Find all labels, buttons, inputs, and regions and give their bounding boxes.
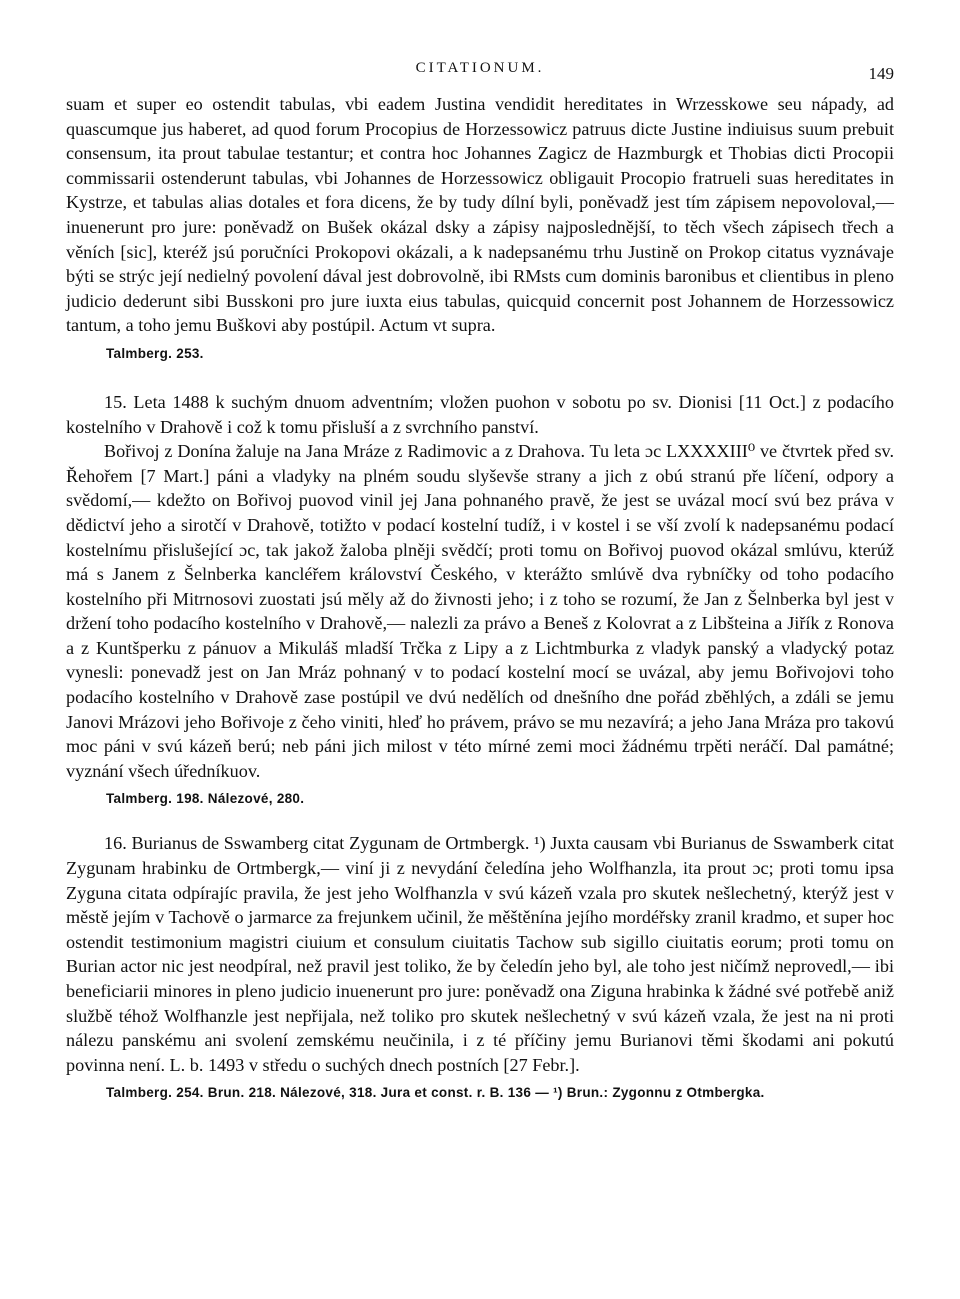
entry-16: 16. Burianus de Sswamberg citat Zygunam de Ortmbergk. ¹) Juxta causam vbi Burianus de Sswamberk citat Zygunam hrabinku de Ortmbergk,— viní ji z nevydání čeledína jeho Wolfhanzla, ita prout ɔc; proti tomu ipsa Zyguna citata odpírajíc pravila, že jest jeho Wolfhanzla v svú kázeň vzala pro skutek nešlechetný, kterýž jest v městě jejím v Tachově o jarmarce za frejunkem učinil, že měštěnína jejího mordéřsky zranil kradmo, et super hoc ostendit testimonium magistri ciuium et consulum ciuitatis Tachow sub sigillo ciuitatis eorum; proti tomu on Burian actor nic jest neodpíral, než pravil jest toliko, že by čeledín jeho byl, ale toho jest ničímž neprovedl,— ibi beneficiarii minores in pleno judicio inuenerunt pro jure: poněvadž ona Ziguna hrabinka k žádné své potřebě aniž službě téhož Wolfhanzle jest nepřijala, než toliko pro skutek nešlechetný v svú kázeň vzala, že jest na ni proti nálezu panskému ani svolení zemskému neučinila, i z té příčiny jemu Burianovi těmi škodami ani pokutú povinna není. L. b. 1493 v středu o suchých dnech postních [27 Febr.].	[66, 833, 894, 1075]
continuation-paragraph: suam et super eo ostendit tabulas, vbi eadem Justina vendidit hereditates in Wrzesskowe seu nápady, ad quascumque jus haberet, ad quod forum Procopius de Horzessowicz patruus dicte Justine indiuisus suum prebuit consensum, ita prout tabulae testantur; et contra hoc Johannes Zagicz de Hazmburgk et Thobias dicti Procopii commissarii ostenderunt tabulas, vbi Johannes de Horzessowicz obligauit Procopio fratrueli suas hereditates in Kystrze, et tabulas alias dotales et fora dicens, že by tudy dílní byli, poněvadž jest tím zápisem nepovoloval,—inuenerunt pro jure: poněvadž on Bušek okázal dsky a zápisy najposlednější, to těch všech zápisech třech a věních [sic], kteréž jsú poručníci Prokopovi okázali, a k nadepsanému trhu Justině on Prokop citatus vyznávaje býti se strýc její nedielný povolení dával jest dobrovolně, ibi RMsts cum dominis baronibus et clientibus in pleno judicio dederunt sibi Busskoni pro jure iuxta eius tabulas, quicquid concernit post Johannem de Horzessowicz tantum, a toho jemu Buškovi aby postúpil. Actum vt supra.	[66, 94, 894, 336]
source-note-1: Talmberg. 253.	[106, 345, 204, 361]
source-note-3: Talmberg. 254. Brun. 218. Nálezové, 318. Jura et const. r. B. 136 — ¹) Brun.: Zygonnu z Otmbergka.	[106, 1085, 765, 1101]
entry-15-body: Bořivoj z Donína žaluje na Jana Mráze z Radimovic a z Drahova. Tu leta ɔc LXXXXIII⁰ ve čtvrtek před sv. Řehořem [7 Mart.] páni a vladyky na plném soudu slyševše strany a jich z obú stranú pře líčení, odpory a svědomí,— kdežto on Bořivoj puovod vinil jej Jana pohnaného pravě, že jest se uvázal mocí svú bez práva v dědictví jeho a sirotčí v Drahově, totižto v podací kostelní tudíž, i v kostel i se vší zvolí k nadepsanému podací kostelnímu přislušející ɔc, tak jakož žaloba plněji svědčí; proti tomu on Bořivoj puovod okázal smlúvu, kterúž má s Janem z Šelnberka kancléřem království Českého, v kterážto smlúvě dva rybníčky od toho podacího kostelního při Mitrnosovi zuostati jsú měly až do živnosti jeho; i z toho se rozumí, že Jan z Šelnberka byl jest v držení toho podacího kostelního v Drahově,— nalezli za právo a Beneš z Kolovrat a z Libšteina a Jiřík z Ronova a z Kuntšperku z pánuov a Mikuláš mladší Trčka z Lipy a z Lichtmburka z vladyk panský a vladycký potaz vynesli: ponevadž jest on Jan Mráz pohnaný v to podací kostelní mocí se uvázal, aby jemu Bořivojovi toho podacího kostelního v Drahově zase postúpil ve dvú nedělích od dnešního dne pořád zběhlých, a zdáli se jemu Janovi Mrázovi jeho Bořivoje z čeho viniti, hleď ho právem, právo se mu nezavírá; a jeho Jana Mráza pro takovú moc páni v svú kázeň berú; neb páni jich milost v této mírné zemi moci žádnému trpěti neráčí. Dal památné; vyznání všech úředníkuov.	[66, 441, 894, 781]
running-head	[66, 58, 894, 92]
source-note-2: Talmberg. 198. Nálezové, 280.	[106, 791, 305, 807]
entry-15-header: 15. Leta 1488 k suchým dnuom adventním; vložen puohon v sobotu po sv. Dionisi [11 Oct.] z podacího kostelního v Drahově i což k tomu přisluší a z svrchního panství.	[66, 391, 894, 437]
page-number: 149	[868, 64, 894, 83]
document-page	[66, 58, 894, 1103]
running-title: CITATIONUM.	[415, 60, 545, 76]
